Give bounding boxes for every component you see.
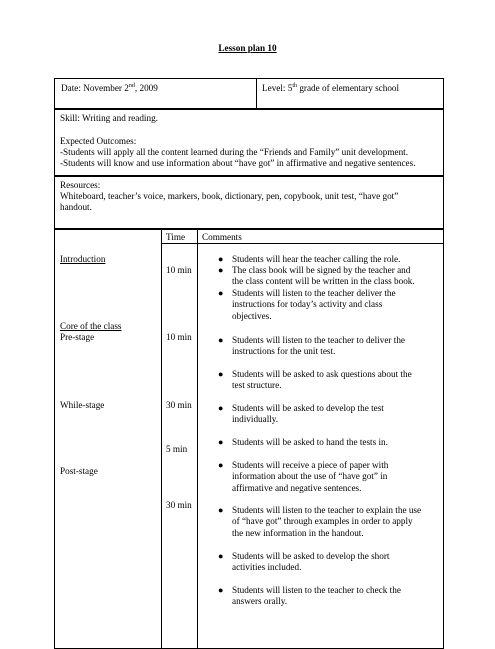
comment-bullet xyxy=(218,403,437,426)
time-cell: 10 min xyxy=(166,332,192,342)
date-level-divider xyxy=(256,78,257,109)
stage-core: Core of the class xyxy=(60,321,122,331)
bullet-line: of “have got” through examples in order to apply xyxy=(232,516,413,527)
bullet-dot-icon: ● xyxy=(218,288,224,298)
bullet-line: Students will be asked to develop the short xyxy=(232,551,390,561)
bullet-line: Students will hear the teacher calling the role. xyxy=(232,254,401,264)
bullet-dot-icon: ● xyxy=(218,460,224,470)
outcomes-heading: Expected Outcomes: xyxy=(60,136,137,146)
comment-bullet xyxy=(218,585,437,608)
level-text xyxy=(262,83,399,94)
bullet-line: activities included. xyxy=(232,562,302,573)
stage-while: While-stage xyxy=(60,400,105,410)
bullet-line: the new information in the handout. xyxy=(232,527,364,538)
resources-line-2: handout. xyxy=(60,202,92,212)
bullet-line: test structure. xyxy=(232,380,282,391)
bullet-dot-icon: ● xyxy=(218,265,224,275)
bullet-dot-icon: ● xyxy=(218,254,224,264)
bullet-line: objectives. xyxy=(232,310,272,321)
bullet-line: answers orally. xyxy=(232,596,288,607)
time-column-divider xyxy=(161,229,162,649)
bullet-line: Students will be asked to hand the tests in. xyxy=(232,437,388,447)
resources-line-1: Whiteboard, teacher’s voice, markers, book, dictionary, pen, copybook, unit test, “have got” xyxy=(60,191,399,201)
bullet-line: affirmative and negative sentences. xyxy=(232,482,362,493)
comment-bullet xyxy=(218,335,437,358)
time-cell: 10 min xyxy=(166,265,192,275)
bullet-dot-icon: ● xyxy=(218,437,224,447)
level-prefix: Level: 5 xyxy=(262,83,293,93)
time-cell: 5 min xyxy=(166,444,188,454)
bullet-line: Students will listen to the teacher to check the xyxy=(232,585,401,595)
bullet-line: Students will be asked to develop the test xyxy=(232,403,384,413)
bullet-line: Students will receive a piece of paper with xyxy=(232,460,389,470)
comment-bullet xyxy=(218,254,437,265)
bullet-line: The class book will be signed by the teacher and xyxy=(232,265,411,275)
skill-text: Skill: Writing and reading. xyxy=(60,113,158,123)
comment-bullet xyxy=(218,505,437,539)
time-cell: 30 min xyxy=(166,400,192,410)
comment-bullet xyxy=(218,551,437,574)
comment-bullet xyxy=(218,265,437,288)
resources-heading: Resources: xyxy=(60,180,101,190)
comment-bullet xyxy=(218,437,437,448)
bullet-line: individually. xyxy=(232,414,279,425)
bullet-line: the class content will be written in the class book. xyxy=(232,276,415,287)
date-prefix: Date: November 2 xyxy=(61,83,129,93)
comments-header: Comments xyxy=(202,232,242,242)
comments-column-divider xyxy=(197,229,198,649)
bullet-dot-icon: ● xyxy=(218,585,224,595)
bullet-line: Students will be asked to ask questions about the xyxy=(232,369,412,379)
comment-bullet xyxy=(218,460,437,494)
bullet-dot-icon: ● xyxy=(218,369,224,379)
stage-pre: Pre-stage xyxy=(60,332,95,342)
comment-bullet xyxy=(218,288,437,322)
date-text xyxy=(61,83,158,94)
bullet-dot-icon: ● xyxy=(218,505,224,515)
bullet-dot-icon: ● xyxy=(218,335,224,345)
bullet-line: Students will listen to the teacher to deliver the xyxy=(232,335,405,345)
bullet-dot-icon: ● xyxy=(218,403,224,413)
comment-bullet xyxy=(218,369,437,392)
level-suffix: grade of elementary school xyxy=(297,83,400,93)
outcome-line-1: -Students will apply all the content learned during the “Friends and Family” unit development. xyxy=(60,147,409,157)
resources-box xyxy=(54,176,444,229)
bullet-line: instructions for the unit test. xyxy=(232,346,336,357)
date-suffix: , 2009 xyxy=(134,83,158,93)
bullet-dot-icon: ● xyxy=(218,551,224,561)
stage-introduction: Introduction xyxy=(60,254,106,264)
outcome-line-2: -Students will know and use information about “have got” in affirmative and negative sentences. xyxy=(60,158,416,168)
bullet-line: Students will listen to the teacher deliver the xyxy=(232,288,396,298)
stage-post: Post-stage xyxy=(60,466,98,476)
bullet-line: instructions for today’s activity and class xyxy=(232,299,383,310)
bullet-line: information about the use of “have got” in xyxy=(232,471,388,482)
level-sup: th xyxy=(292,82,298,89)
time-header: Time xyxy=(166,232,186,242)
time-cell: 30 min xyxy=(166,500,192,510)
date-sup: nd xyxy=(128,82,135,89)
page-title: Lesson plan 10 xyxy=(218,43,277,53)
bullet-line: Students will listen to the teacher to explain the use xyxy=(232,505,422,515)
